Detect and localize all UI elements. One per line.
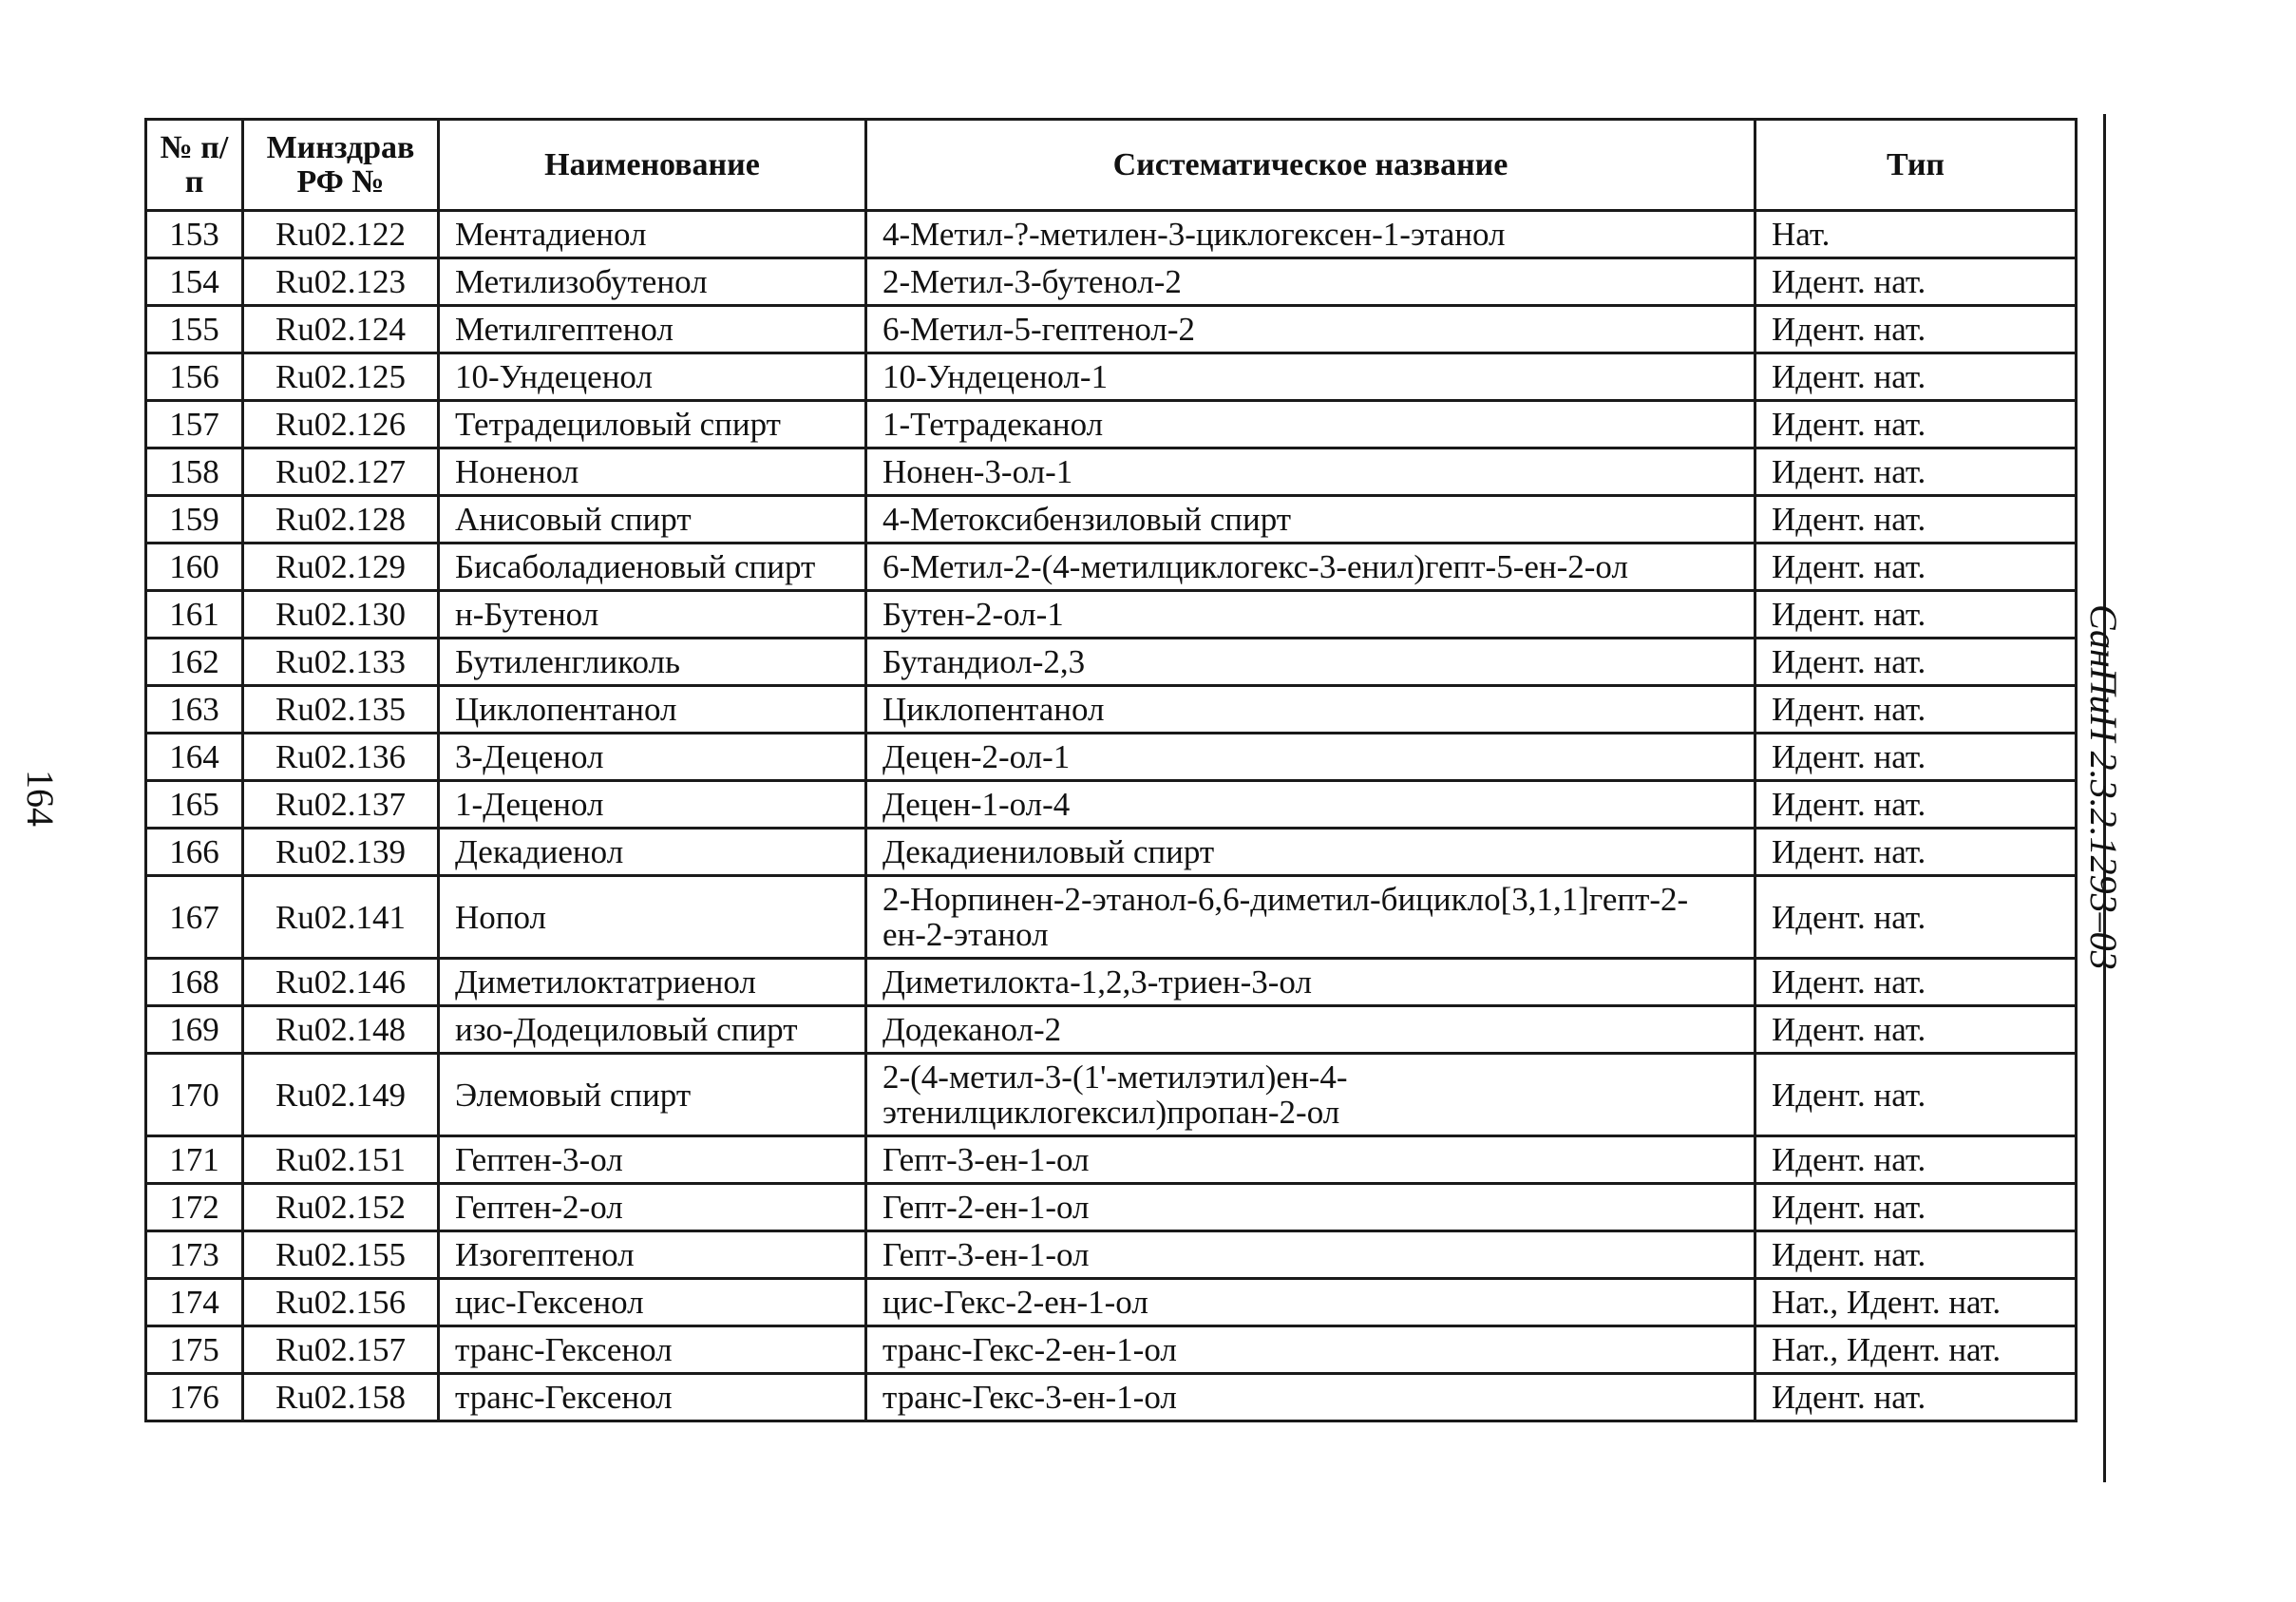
cell-type: Идент. нат. [1755, 544, 2077, 591]
cell-name: Метилгептенол [439, 306, 866, 353]
cell-type: Идент. нат. [1755, 448, 2077, 496]
cell-name: Нопол [439, 876, 866, 959]
table-row [146, 1006, 2077, 1054]
cell-type: Идент. нат. [1755, 353, 2077, 401]
cell-code: Ru02.126 [243, 401, 439, 448]
cell-type: Идент. нат. [1755, 1006, 2077, 1054]
cell-systematic: Децен-1-ол-4 [866, 781, 1755, 829]
cell-name: Диметилоктатриенол [439, 959, 866, 1006]
cell-type: Идент. нат. [1755, 734, 2077, 781]
table-row [146, 1374, 2077, 1421]
cell-num: 171 [146, 1136, 243, 1184]
cell-type: Идент. нат. [1755, 1374, 2077, 1421]
table-row [146, 544, 2077, 591]
cell-systematic: 6-Метил-5-гептенол-2 [866, 306, 1755, 353]
page-number: 164 [19, 770, 62, 827]
table-row [146, 1231, 2077, 1279]
table-row [146, 1326, 2077, 1374]
header-systematic: Систематическое название [866, 120, 1755, 211]
cell-code: Ru02.149 [243, 1054, 439, 1136]
cell-num: 153 [146, 211, 243, 258]
cell-systematic: транс-Гекс-2-ен-1-ол [866, 1326, 1755, 1374]
cell-name: цис-Гексенол [439, 1279, 866, 1326]
table-row [146, 401, 2077, 448]
cell-num: 176 [146, 1374, 243, 1421]
cell-name: Декадиенол [439, 829, 866, 876]
cell-type: Идент. нат. [1755, 686, 2077, 734]
cell-name: 1-Деценол [439, 781, 866, 829]
cell-systematic: Нонен-3-ол-1 [866, 448, 1755, 496]
cell-num: 166 [146, 829, 243, 876]
table-row [146, 448, 2077, 496]
header-num: № п/п [146, 120, 243, 211]
table-row [146, 734, 2077, 781]
cell-type: Идент. нат. [1755, 1136, 2077, 1184]
cell-name: н-Бутенол [439, 591, 866, 639]
table-row [146, 1184, 2077, 1231]
cell-name: Бутиленгликоль [439, 639, 866, 686]
flavoring-table [144, 118, 2078, 1422]
cell-systematic: 2-Норпинен-2-этанол-6,6-диметил-бицикло[3,1,1]гепт-2-ен-2-этанол [866, 876, 1755, 959]
cell-code: Ru02.122 [243, 211, 439, 258]
cell-type: Нат., Идент. нат. [1755, 1279, 2077, 1326]
cell-systematic: Гепт-3-ен-1-ол [866, 1231, 1755, 1279]
cell-code: Ru02.124 [243, 306, 439, 353]
cell-code: Ru02.135 [243, 686, 439, 734]
table-row [146, 1136, 2077, 1184]
cell-num: 163 [146, 686, 243, 734]
table-row [146, 829, 2077, 876]
cell-systematic: Бутандиол-2,3 [866, 639, 1755, 686]
cell-systematic: Додеканол-2 [866, 1006, 1755, 1054]
cell-name: Ноненол [439, 448, 866, 496]
table-row [146, 496, 2077, 544]
cell-code: Ru02.151 [243, 1136, 439, 1184]
cell-num: 173 [146, 1231, 243, 1279]
table-header [146, 120, 2077, 211]
table-row [146, 258, 2077, 306]
cell-name: Анисовый спирт [439, 496, 866, 544]
header-type: Тип [1755, 120, 2077, 211]
cell-systematic: Циклопентанол [866, 686, 1755, 734]
cell-name: Ментадиенол [439, 211, 866, 258]
cell-code: Ru02.133 [243, 639, 439, 686]
cell-num: 167 [146, 876, 243, 959]
cell-code: Ru02.156 [243, 1279, 439, 1326]
cell-num: 157 [146, 401, 243, 448]
document-ref: СанПиН 2.3.2.1293–03 [2082, 604, 2125, 970]
cell-num: 168 [146, 959, 243, 1006]
table-body [146, 211, 2077, 1421]
cell-type: Идент. нат. [1755, 591, 2077, 639]
cell-num: 158 [146, 448, 243, 496]
cell-num: 165 [146, 781, 243, 829]
cell-code: Ru02.157 [243, 1326, 439, 1374]
cell-name: Гептен-3-ол [439, 1136, 866, 1184]
cell-type: Идент. нат. [1755, 1184, 2077, 1231]
table-row [146, 591, 2077, 639]
cell-name: 3-Деценол [439, 734, 866, 781]
cell-code: Ru02.127 [243, 448, 439, 496]
cell-num: 162 [146, 639, 243, 686]
cell-num: 154 [146, 258, 243, 306]
cell-systematic: Декадиениловый спирт [866, 829, 1755, 876]
cell-code: Ru02.123 [243, 258, 439, 306]
cell-systematic: 1-Тетрадеканол [866, 401, 1755, 448]
cell-code: Ru02.130 [243, 591, 439, 639]
cell-systematic: цис-Гекс-2-ен-1-ол [866, 1279, 1755, 1326]
table-row [146, 306, 2077, 353]
table-row [146, 639, 2077, 686]
cell-systematic: Децен-2-ол-1 [866, 734, 1755, 781]
cell-name: транс-Гексенол [439, 1374, 866, 1421]
cell-type: Идент. нат. [1755, 1231, 2077, 1279]
header-name: Наименование [439, 120, 866, 211]
cell-systematic: 2-(4-метил-3-(1'-метилэтил)ен-4-этенилциклогексил)пропан-2-ол [866, 1054, 1755, 1136]
cell-name: изо-Додециловый спирт [439, 1006, 866, 1054]
cell-systematic: Диметилокта-1,2,3-триен-3-ол [866, 959, 1755, 1006]
cell-systematic: 6-Метил-2-(4-метилциклогекс-3-енил)гепт-5-ен-2-ол [866, 544, 1755, 591]
cell-num: 170 [146, 1054, 243, 1136]
cell-name: Циклопентанол [439, 686, 866, 734]
cell-type: Идент. нат. [1755, 829, 2077, 876]
cell-type: Идент. нат. [1755, 258, 2077, 306]
cell-systematic: 10-Ундеценол-1 [866, 353, 1755, 401]
cell-type: Нат. [1755, 211, 2077, 258]
header-code: Минздрав РФ № [243, 120, 439, 211]
cell-systematic: 2-Метил-3-бутенол-2 [866, 258, 1755, 306]
cell-name: Элемовый спирт [439, 1054, 866, 1136]
cell-num: 164 [146, 734, 243, 781]
cell-code: Ru02.152 [243, 1184, 439, 1231]
cell-num: 160 [146, 544, 243, 591]
cell-name: транс-Гексенол [439, 1326, 866, 1374]
header-row [146, 120, 2077, 211]
cell-num: 156 [146, 353, 243, 401]
cell-name: Изогептенол [439, 1231, 866, 1279]
cell-code: Ru02.139 [243, 829, 439, 876]
table-row [146, 1279, 2077, 1326]
cell-systematic: Гепт-3-ен-1-ол [866, 1136, 1755, 1184]
cell-code: Ru02.125 [243, 353, 439, 401]
cell-type: Идент. нат. [1755, 401, 2077, 448]
cell-systematic: Гепт-2-ен-1-ол [866, 1184, 1755, 1231]
cell-num: 161 [146, 591, 243, 639]
cell-name: Бисаболадиеновый спирт [439, 544, 866, 591]
table-row [146, 353, 2077, 401]
cell-code: Ru02.128 [243, 496, 439, 544]
cell-num: 172 [146, 1184, 243, 1231]
cell-systematic: Бутен-2-ол-1 [866, 591, 1755, 639]
cell-type: Нат., Идент. нат. [1755, 1326, 2077, 1374]
cell-num: 169 [146, 1006, 243, 1054]
cell-code: Ru02.137 [243, 781, 439, 829]
cell-type: Идент. нат. [1755, 876, 2077, 959]
cell-name: Гептен-2-ол [439, 1184, 866, 1231]
cell-num: 155 [146, 306, 243, 353]
cell-code: Ru02.141 [243, 876, 439, 959]
cell-systematic: 4-Метоксибензиловый спирт [866, 496, 1755, 544]
table-row [146, 876, 2077, 959]
table-row [146, 211, 2077, 258]
cell-name: 10-Ундеценол [439, 353, 866, 401]
cell-type: Идент. нат. [1755, 306, 2077, 353]
table-row [146, 1054, 2077, 1136]
table-row [146, 959, 2077, 1006]
cell-systematic: транс-Гекс-3-ен-1-ол [866, 1374, 1755, 1421]
cell-code: Ru02.155 [243, 1231, 439, 1279]
cell-code: Ru02.148 [243, 1006, 439, 1054]
cell-code: Ru02.136 [243, 734, 439, 781]
cell-code: Ru02.158 [243, 1374, 439, 1421]
cell-systematic: 4-Метил-?-метилен-3-циклогексен-1-этанол [866, 211, 1755, 258]
cell-type: Идент. нат. [1755, 496, 2077, 544]
cell-type: Идент. нат. [1755, 959, 2077, 1006]
cell-num: 159 [146, 496, 243, 544]
cell-type: Идент. нат. [1755, 1054, 2077, 1136]
cell-name: Метилизобутенол [439, 258, 866, 306]
cell-code: Ru02.146 [243, 959, 439, 1006]
cell-type: Идент. нат. [1755, 781, 2077, 829]
cell-num: 175 [146, 1326, 243, 1374]
cell-type: Идент. нат. [1755, 639, 2077, 686]
cell-name: Тетрадециловый спирт [439, 401, 866, 448]
cell-code: Ru02.129 [243, 544, 439, 591]
table-row [146, 781, 2077, 829]
table-row [146, 686, 2077, 734]
cell-num: 174 [146, 1279, 243, 1326]
